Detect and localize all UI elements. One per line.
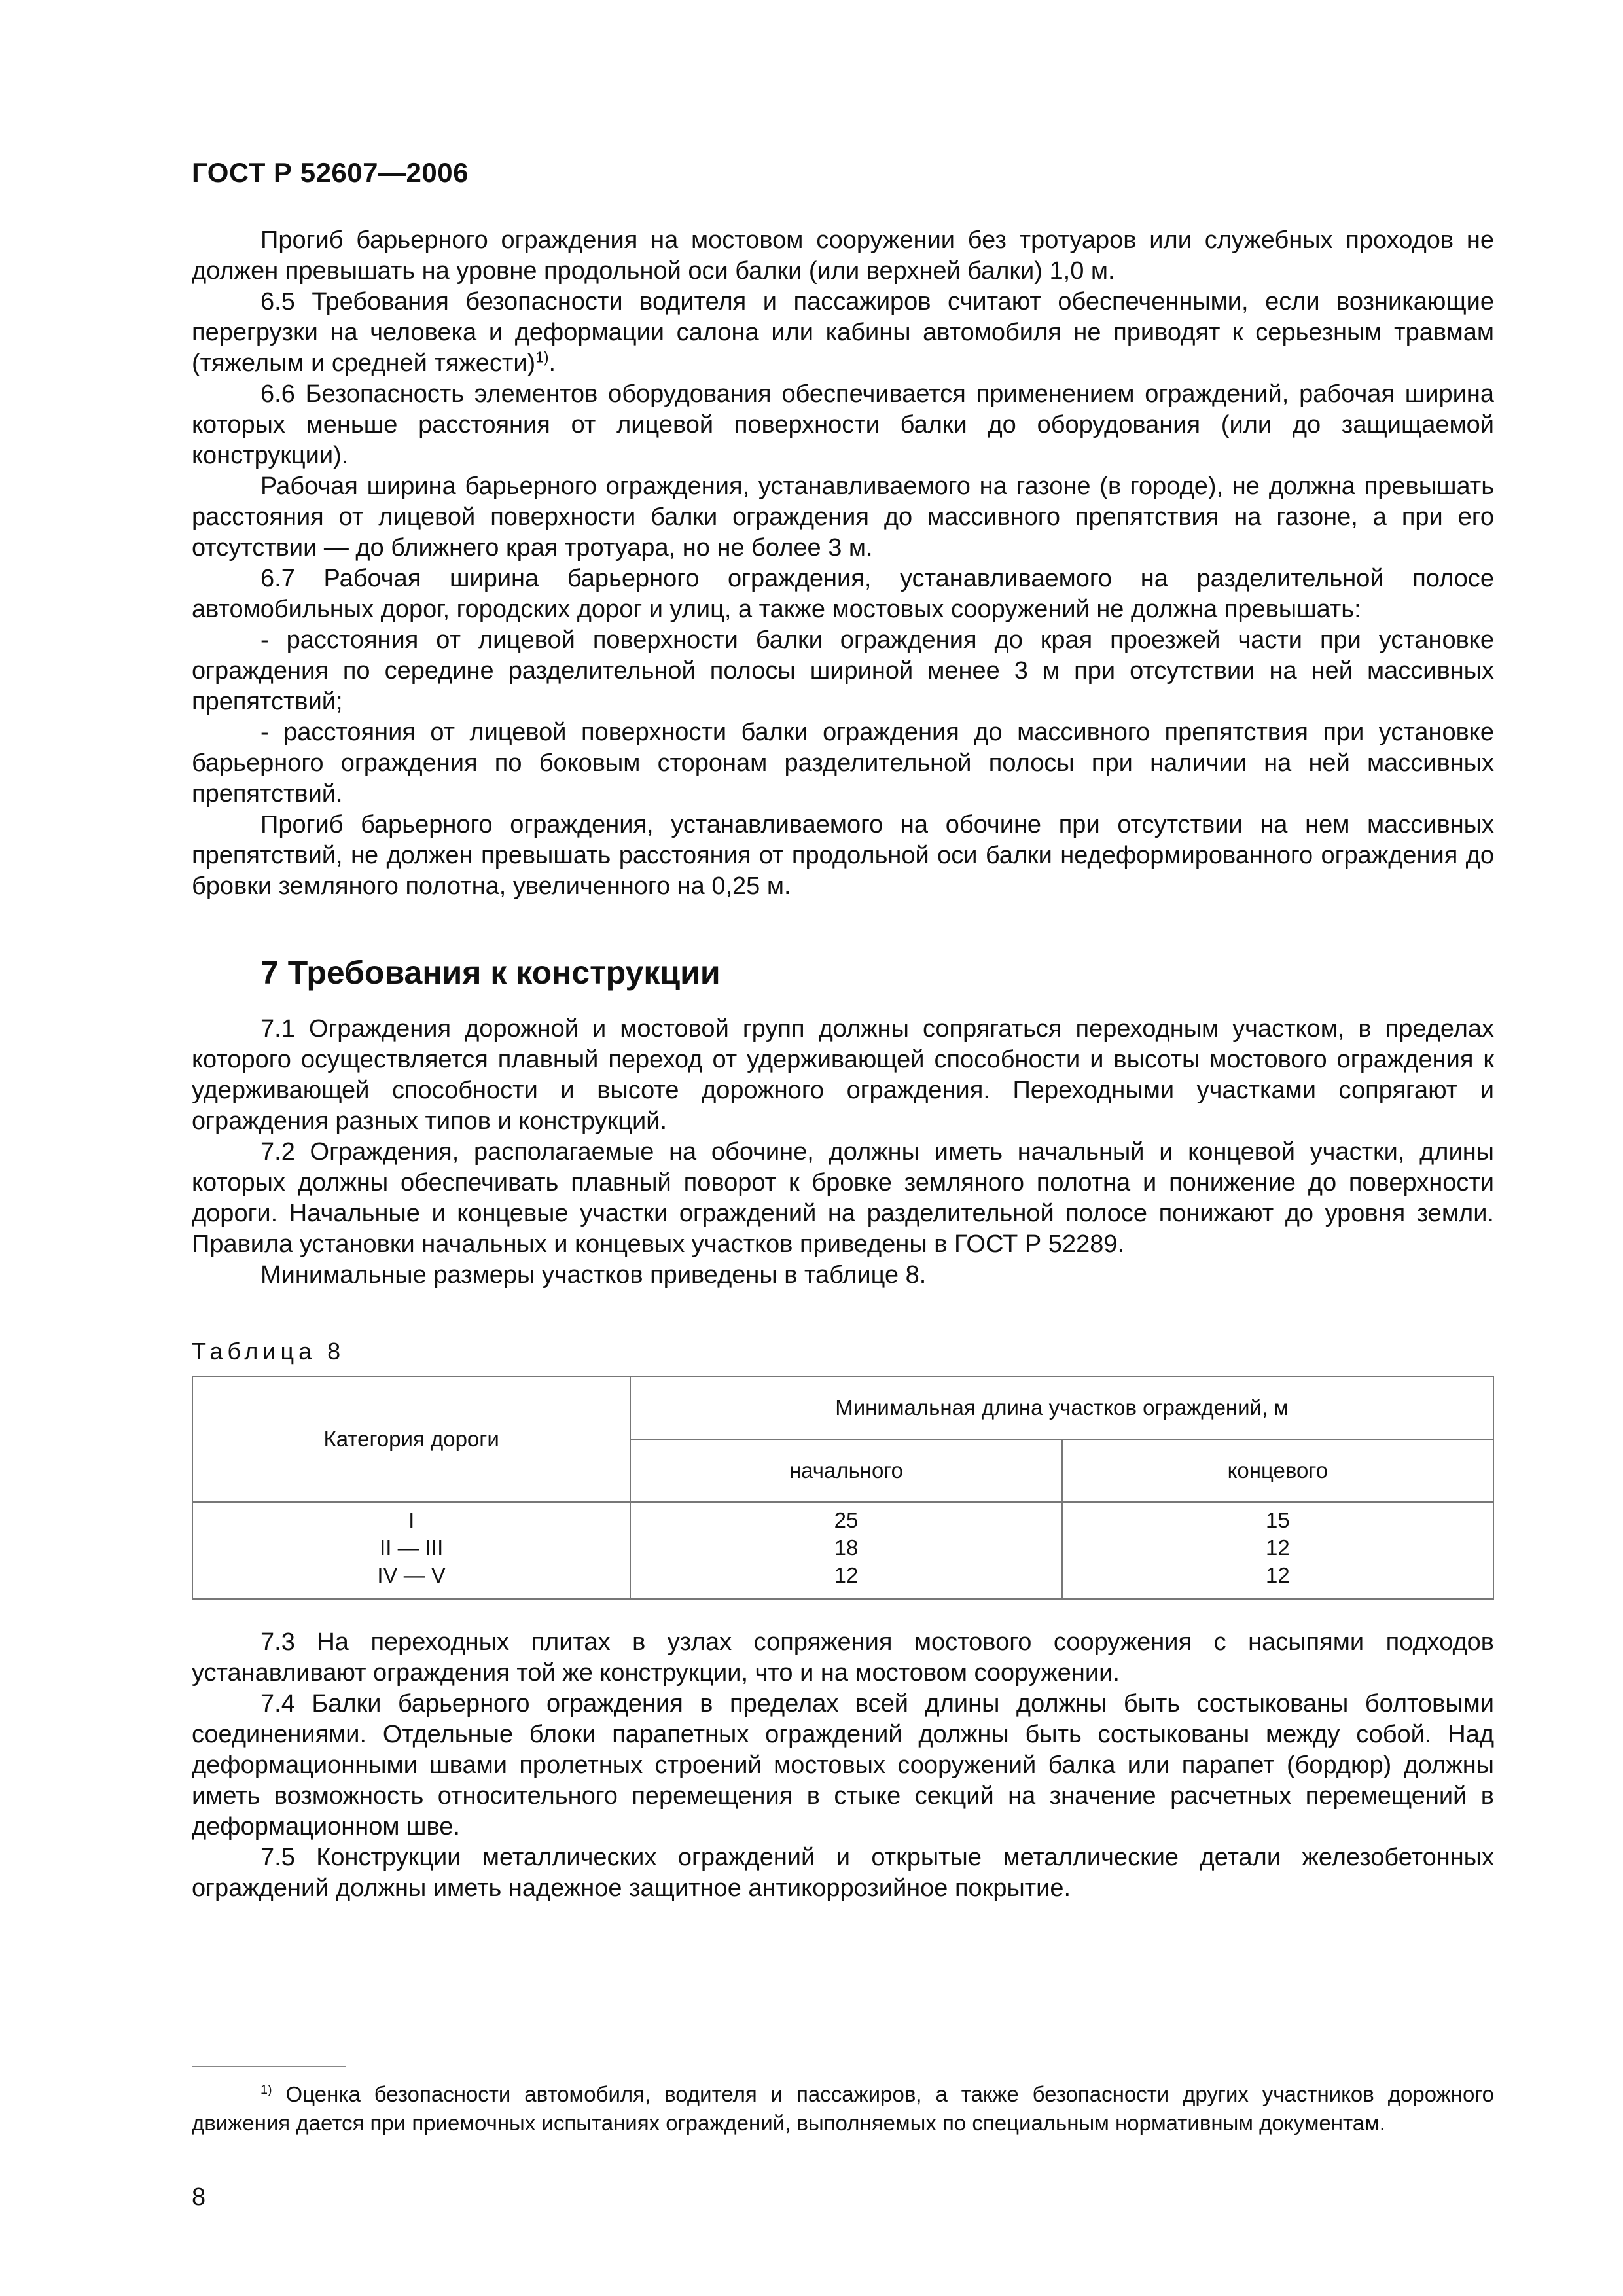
- list-item: - расстояния от лицевой поверхности балки ограждения до края проезжей части при установке ограждения по середине разделительной полосы шириной менее 3 м при отсутствии на ней массивных препятствий;: [192, 626, 1494, 715]
- text-block-7: [192, 1014, 1494, 1291]
- text-block-7-cont: [192, 1627, 1494, 1904]
- paragraph: 7.2 Ограждения, располагаемые на обочине, должны иметь начальный и концевой участки, длины которых должны обеспечивать плавный поворот к бровке земляного полотна и понижение до поверхности дороги. Начальные и концевые участки ограждений на разделительной полосе понижают до уровня земли. Правила установки начальных и концевых участков приведены в ГОСТ Р 52289.: [192, 1138, 1494, 1258]
- table-caption: Таблица 8: [192, 1338, 346, 1365]
- cell-value: 12: [834, 1563, 859, 1587]
- table-8: [192, 1376, 1494, 1600]
- header-category: Категория дороги: [192, 1376, 630, 1502]
- list-item: - расстояния от лицевой поверхности балки ограждения до массивного препятствия при установке барьерного ограждения по боковым сторонам разделительной полосы при наличии на ней массивных препятствий.: [192, 719, 1494, 808]
- end-cell: [1062, 1502, 1493, 1599]
- footnote: [192, 2080, 1494, 2138]
- cell-value: I: [408, 1508, 415, 1532]
- page-number: 8: [192, 2183, 206, 2211]
- cell-value: II — III: [380, 1535, 444, 1560]
- cell-value: 15: [1265, 1508, 1290, 1532]
- cell-value: 12: [1265, 1563, 1290, 1587]
- paragraph: 7.3 На переходных плитах в узлах сопряжения мостового сооружения с насыпями подходов устанавливают ограждения той же конструкции, что и на мостовом сооружении.: [192, 1628, 1494, 1687]
- paragraph-end: .: [548, 350, 556, 377]
- cell-value: 25: [834, 1508, 859, 1532]
- start-cell: [630, 1502, 1061, 1599]
- header-end: концевого: [1062, 1439, 1493, 1502]
- paragraph: 6.7 Рабочая ширина барьерного ограждения, устанавливаемого на разделительной полосе автомобильных дорог, городских дорог и улиц, а также мостовых сооружений не должна превышать:: [192, 565, 1494, 623]
- paragraph: Прогиб барьерного ограждения, устанавливаемого на обочине при отсутствии на нем массивных препятствий, не должен превышать расстояния от продольной оси балки недеформированного ограждения до бровки земляного полотна, увеличенного на 0,25 м.: [192, 811, 1494, 900]
- text-block-6: [192, 225, 1494, 902]
- footnote-paragraph: [192, 2080, 1494, 2138]
- document-header: ГОСТ Р 52607—2006: [192, 157, 469, 188]
- paragraph: Прогиб барьерного ограждения на мостовом сооружении без тротуаров или служебных проходов не должен превышать на уровне продольной оси балки (или верхней балки) 1,0 м.: [192, 226, 1494, 285]
- category-cell: [192, 1502, 630, 1599]
- header-min-length: Минимальная длина участков ограждений, м: [630, 1376, 1493, 1439]
- cell-value: 18: [834, 1535, 859, 1560]
- paragraph-text: 6.5 Требования безопасности водителя и пассажиров считают обеспеченными, если возникающие перегрузки на человека и деформации салона или кабины автомобиля не приводят к серьезным травмам (тяжелым и средней тяжести): [192, 288, 1494, 377]
- header-start: начального: [630, 1439, 1061, 1502]
- paragraph: 7.4 Балки барьерного ограждения в пределах всей длины должны быть состыкованы болтовыми соединениями. Отдельные блоки парапетных ограждений должны быть состыкованы между собой. Над деформационными швами пролетных строений мостовых сооружений балка или парапет (бордюр) должны иметь возможность относительного перемещения в стыке секций на значение расчетных перемещений в деформационном шве.: [192, 1690, 1494, 1840]
- cell-value: 12: [1265, 1535, 1290, 1560]
- section-title: 7 Требования к конструкции: [260, 954, 721, 991]
- footnote-mark: 1): [260, 2083, 272, 2097]
- paragraph: Минимальные размеры участков приведены в таблице 8.: [260, 1261, 927, 1289]
- footnote-ref: 1): [535, 348, 549, 366]
- table-row: [192, 1502, 1493, 1599]
- paragraph: 7.1 Ограждения дорожной и мостовой групп должны сопрягаться переходным участком, в пределах которого осуществляется плавный переход от удерживающей способности и высоты мостового ограждения к удерживающей способности и высоте дорожного ограждения. Переходными участками сопрягают и ограждения разных типов и конструкций.: [192, 1015, 1494, 1135]
- paragraph: [192, 287, 1494, 379]
- paragraph: 7.5 Конструкции металлических ограждений и открытые металлические детали железобетонных ограждений должны иметь надежное защитное антикоррозийное покрытие.: [192, 1844, 1494, 1902]
- cell-value: IV — V: [377, 1563, 446, 1587]
- paragraph: Рабочая ширина барьерного ограждения, устанавливаемого на газоне (в городе), не должна превышать расстояния от лицевой поверхности балки ограждения до массивного препятствия на газоне, а при его отсутствии — до ближнего края тротуара, но не более 3 м.: [192, 473, 1494, 562]
- table-header-row: [192, 1376, 1493, 1439]
- footnote-divider: [192, 2066, 346, 2067]
- paragraph: 6.6 Безопасность элементов оборудования обеспечивается применением ограждений, рабочая ширина которых меньше расстояния от лицевой поверхности балки до оборудования (или до защищаемой конструкции).: [192, 380, 1494, 469]
- footnote-text: Оценка безопасности автомобиля, водителя и пассажиров, а также безопасности других участников дорожного движения дается при приемочных испытаниях ограждений, выполняемых по специальным нормативным документам.: [192, 2082, 1494, 2135]
